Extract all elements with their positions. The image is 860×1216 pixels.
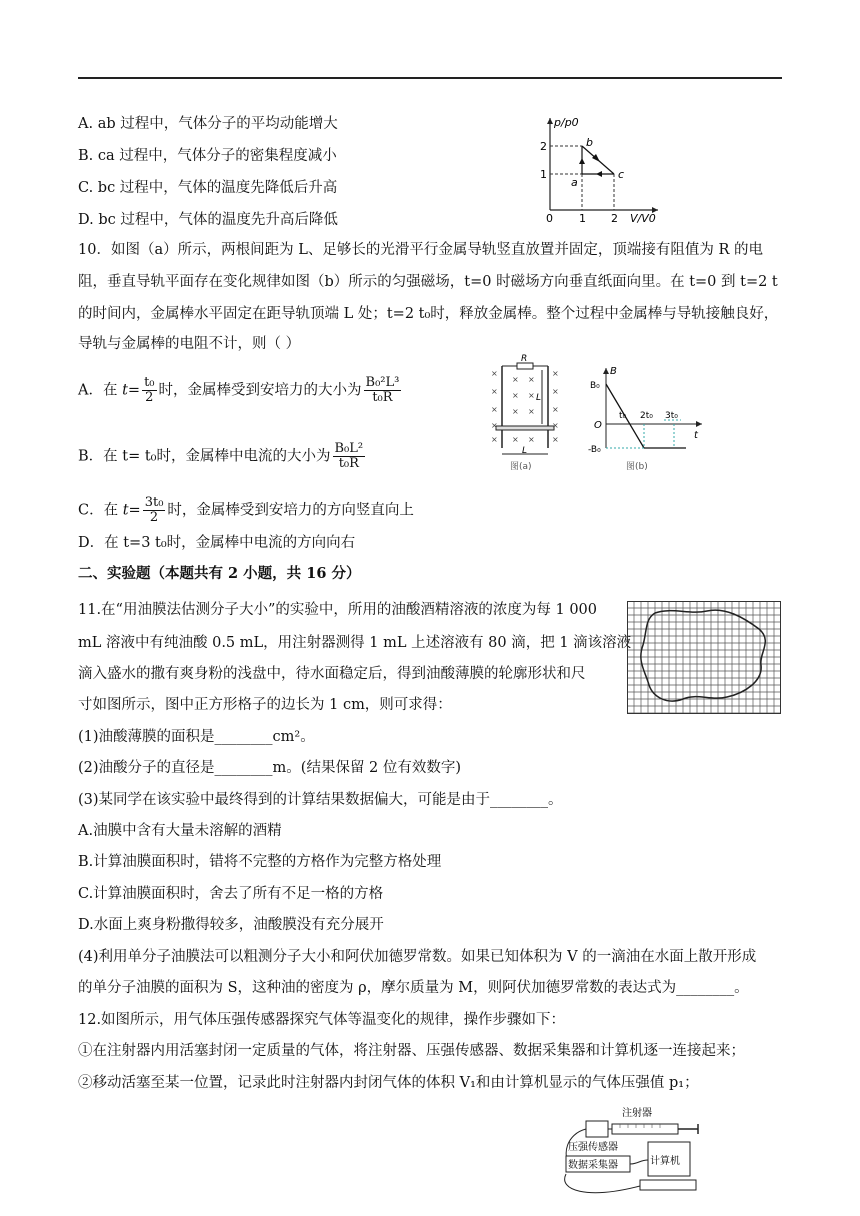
label-neg-b0: -B₀ — [588, 445, 601, 455]
x-tick-1: 1 — [579, 212, 586, 225]
svg-text:×: × — [528, 407, 535, 416]
oil-film-outline — [641, 610, 765, 701]
label-origin: O — [594, 420, 602, 431]
q9-option-a: A. ab 过程中，气体分子的平均动能增大 — [78, 116, 338, 132]
q11-part-4-line-1: (4)利用单分子油膜法可以粗测分子大小和阿伏加德罗常数。如果已知体积为 V 的一滴油在水面上散开形成 — [78, 949, 757, 965]
q11-option-a: A.油膜中含有大量未溶解的酒精 — [78, 823, 282, 839]
y-tick-1: 1 — [540, 168, 547, 181]
caption-b: 图(b) — [626, 462, 648, 472]
q10-figure-b — [586, 362, 708, 474]
label-l-vertical: L — [536, 393, 542, 403]
y-label: p/p0 — [554, 116, 579, 129]
q9-option-d: D. bc 过程中，气体的温度先升高后降低 — [78, 212, 338, 228]
q11-line-4: 寸如图所示，图中正方形格子的边长为 1 cm，则可求得： — [78, 697, 452, 713]
q12-step-1: ①在注射器内用活塞封闭一定质量的气体，将注射器、压强传感器、数据采集器和计算机逐一连接起来； — [78, 1043, 745, 1059]
label-r: R — [521, 354, 528, 364]
svg-text:×: × — [528, 435, 535, 444]
oil-film-grid — [627, 601, 781, 714]
tick-2t0: 2t₀ — [640, 411, 653, 421]
svg-text:×: × — [552, 435, 559, 444]
header-rule — [78, 77, 782, 79]
point-a: a — [571, 176, 578, 189]
point-b: b — [586, 136, 593, 149]
label-t: t — [694, 430, 698, 441]
q10-option-a: A．在 t= $\frac{\text{t₀}}{2}$ 时，金属棒受到安培力的大小为 $\frac{\text{B₀²L³}}{\text{t₀R}}$ — [78, 375, 400, 405]
label-collector: 数据采集器 — [568, 1160, 618, 1171]
x-label: V/V0 — [630, 212, 656, 225]
section-2-heading: 二、实验题（本题共有 2 小题，共 16 分） — [78, 565, 361, 582]
q11-line-1: 11.在“用油膜法估测分子大小”的实验中，所用的油酸酒精溶液的浓度为每 1 000 — [78, 602, 598, 618]
q12-step-2: ②移动活塞至某一位置，记录此时注射器内封闭气体的体积 V₁和由计算机显示的气体压强值 p₁； — [78, 1075, 699, 1091]
q10-stem-2: 阻，垂直导轨平面存在变化规律如图（b）所示的匀强磁场，t=0 时磁场方向垂直纸面向里。在 t=0 到 t=2 t — [78, 274, 778, 290]
point-c: c — [618, 168, 625, 181]
svg-text:×: × — [552, 405, 559, 414]
q10-option-b: B．在 t= t₀时，金属棒中电流的大小为 $\frac{\text{B₀L²}}{\text{t₀R}}$ — [78, 441, 364, 471]
svg-text:×: × — [552, 421, 559, 430]
y-axis-arrow — [547, 118, 553, 124]
label-computer: 计算机 — [650, 1156, 680, 1167]
q9-option-b: B. ca 过程中，气体分子的密集程度减小 — [78, 148, 337, 164]
label-sensor: 压强传感器 — [568, 1142, 618, 1153]
label-b: B — [610, 366, 617, 377]
svg-text:×: × — [491, 387, 498, 396]
x-tick-2: 2 — [611, 212, 618, 225]
svg-text:×: × — [552, 369, 559, 378]
y-tick-2: 2 — [540, 140, 547, 153]
svg-text:×: × — [512, 391, 519, 400]
svg-text:×: × — [512, 407, 519, 416]
q11-part-4-line-2: 的单分子油膜的面积为 S，这种油的密度为 ρ，摩尔质量为 M，则阿伏加德罗常数的表达式为________。 — [78, 980, 749, 996]
q10-figure-a — [488, 354, 568, 474]
q11-line-3: 滴入盛水的撒有爽身粉的浅盘中，待水面稳定后，得到油酸薄膜的轮廓形状和尺 — [78, 666, 586, 682]
q10-stem-1: 10．如图（a）所示，两根间距为 L、足够长的光滑平行金属导轨竖直放置并固定，顶端接有阻值为 R 的电 — [78, 242, 763, 258]
svg-text:×: × — [491, 369, 498, 378]
q10-option-c: C．在 t= $\frac{\text{3t₀}}{2}$ 时，金属棒受到安培力的方向竖直向上 — [78, 495, 414, 525]
q9-option-c: C. bc 过程中，气体的温度先降低后升高 — [78, 180, 338, 196]
q10-stem-3: 的时间内，金属棒水平固定在距导轨顶端 L 处；t=2 t₀时，释放金属棒。整个过程中金属棒与导轨接触良好， — [78, 306, 779, 322]
q11-part-2: (2)油酸分子的直径是________m。(结果保留 2 位有效数字) — [78, 760, 462, 776]
arrow-ca — [596, 171, 602, 177]
caption-a: 图(a) — [510, 462, 532, 472]
svg-text:×: × — [528, 391, 535, 400]
tick-t0: t₀ — [619, 411, 627, 421]
tick-3t0: 3t₀ — [665, 411, 678, 421]
label-b0: B₀ — [590, 381, 600, 391]
arrow-ab — [579, 158, 585, 164]
q10-option-d: D．在 t=3 t₀时，金属棒中电流的方向向右 — [78, 535, 356, 551]
q11-option-c: C.计算油膜面积时，舍去了所有不足一格的方格 — [78, 886, 384, 902]
q12-apparatus — [556, 1104, 706, 1210]
label-l: L — [522, 446, 528, 456]
svg-text:×: × — [528, 375, 535, 384]
q11-option-d: D.水面上爽身粉撒得较多，油酸膜没有充分展开 — [78, 917, 384, 933]
q11-line-2: mL 溶液中有纯油酸 0.5 mL，用注射器测得 1 mL 上述溶液有 80 滴，把 1 滴该溶液 — [78, 635, 632, 651]
q9-pv-graph — [530, 112, 670, 224]
syringe-body — [612, 1124, 678, 1134]
svg-text:×: × — [512, 375, 519, 384]
cable-2 — [630, 1160, 648, 1164]
q12-line-1: 12.如图所示，用气体压强传感器探究气体等温变化的规律，操作步骤如下： — [78, 1012, 566, 1028]
sensor-box — [586, 1121, 608, 1137]
svg-text:×: × — [491, 435, 498, 444]
svg-text:×: × — [512, 435, 519, 444]
q11-option-b: B.计算油膜面积时，错将不完整的方格作为完整方格处理 — [78, 854, 442, 870]
x-tick-0: 0 — [546, 212, 553, 225]
computer-keyboard — [640, 1180, 696, 1190]
q11-part-3: (3)某同学在该实验中最终得到的计算结果数据偏大，可能是由于________。 — [78, 792, 563, 808]
label-syringe: 注射器 — [622, 1108, 652, 1119]
svg-text:×: × — [552, 387, 559, 396]
svg-text:×: × — [491, 421, 498, 430]
q11-part-1: (1)油酸薄膜的面积是________cm²。 — [78, 729, 315, 745]
svg-text:×: × — [491, 405, 498, 414]
q10-stem-4: 导轨与金属棒的电阻不计，则（ ） — [78, 336, 301, 352]
